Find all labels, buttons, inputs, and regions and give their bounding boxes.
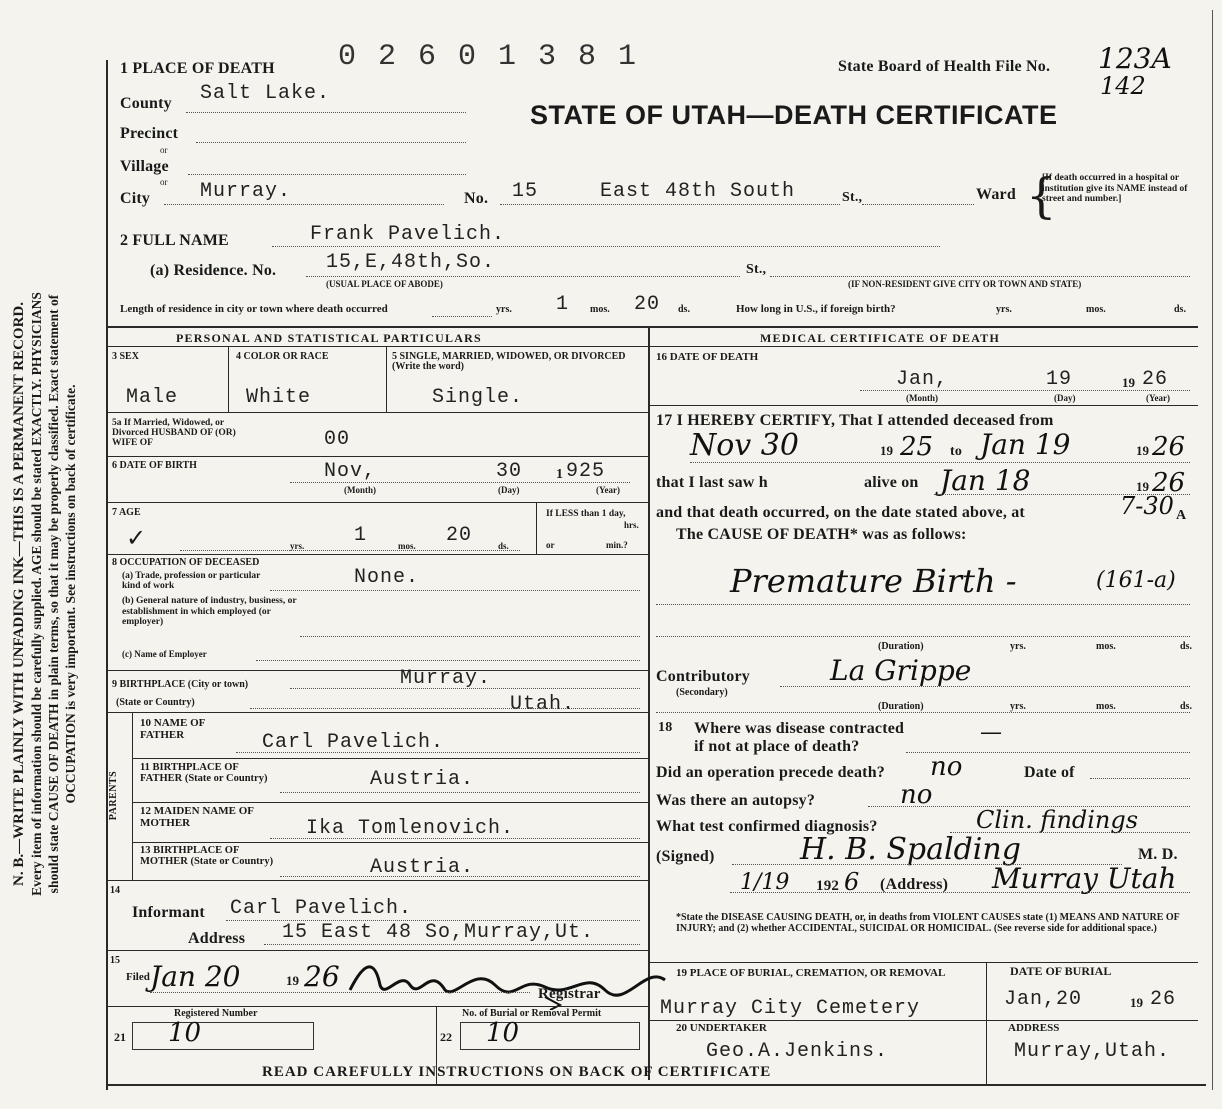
death-occurred-label: and that death occurred, on the date stated above, at (656, 504, 1025, 521)
age-ds-label: ds. (498, 541, 509, 551)
cause-duration-label: (Duration) (878, 641, 924, 652)
birth-year-prefix: 1 (556, 467, 563, 482)
full-name-value: Frank Pavelich. (310, 223, 506, 246)
informant-address: 15 East 48 So,Murray,Ut. (282, 921, 595, 944)
sign-year-prefix: 192 (816, 878, 840, 894)
registered-number-value: 10 (168, 1018, 202, 1048)
filed-label: Filed (126, 971, 150, 983)
occupation-label: 8 OCCUPATION OF DECEASED (112, 557, 260, 568)
death-month: Jan, (896, 368, 949, 391)
bottom-border (106, 1084, 1206, 1086)
filed-year-prefix: 19 (286, 973, 299, 988)
village-label: Village (120, 158, 169, 175)
disease-value: — (980, 720, 1002, 745)
operation-label: Did an operation precede death? (656, 764, 886, 781)
or-label-1: or (160, 145, 168, 155)
medical-header: MEDICAL CERTIFICATE OF DEATH (760, 331, 1000, 345)
birth-year: 925 (566, 460, 606, 483)
cause-code: (161-a) (1096, 568, 1176, 593)
birth-month: Nov, (324, 460, 377, 483)
md-label: M. D. (1138, 846, 1178, 863)
age-or-label: or (546, 540, 555, 550)
length-yrs-label: yrs. (496, 304, 512, 315)
alive-on-label: alive on (864, 474, 919, 491)
cause-mos-label: mos. (1096, 641, 1116, 652)
father-label: 10 NAME OF FATHER (140, 717, 205, 741)
full-name-label: 2 FULL NAME (120, 232, 229, 249)
informant-address-label: Address (188, 930, 246, 947)
age-mos-value: 1 (354, 524, 368, 547)
age-mos-label: mos. (398, 541, 416, 551)
to-label: to (950, 444, 963, 459)
section-divider-top (106, 326, 1198, 328)
birth-day: 30 (496, 460, 523, 483)
undertaker-address: Murray,Utah. (1014, 1040, 1171, 1063)
color-label: 4 COLOR OR RACE (236, 351, 329, 362)
registrar-label: Registrar (538, 986, 601, 1002)
father-birthplace-label: 11 BIRTHPLACE OF FATHER (State or Country) (140, 762, 268, 784)
abode-note: (USUAL PLACE OF ABODE) (326, 279, 443, 289)
undertaker-address-label: ADDRESS (1008, 1022, 1060, 1034)
sign-address: Murray Utah (992, 862, 1177, 895)
registered-number-label: Registered Number (174, 1008, 258, 1019)
contributory-label: Contributory (656, 668, 750, 685)
parents-label: PARENTS (108, 770, 120, 821)
residence-st-label: St., (746, 262, 767, 277)
test-label: What test confirmed diagnosis? (656, 818, 878, 835)
birthplace-label: 9 BIRTHPLACE (City or town) (112, 679, 249, 690)
cause-ds-label: ds. (1180, 641, 1192, 652)
to-year-prefix: 19 (1136, 443, 1149, 458)
mother-birthplace-value: Austria. (370, 856, 475, 879)
street-no-label: No. (464, 190, 489, 207)
father-value: Carl Pavelich. (262, 731, 445, 754)
cause-label: The CAUSE OF DEATH* was as follows: (676, 526, 967, 543)
burial-year-prefix: 19 (1130, 995, 1143, 1010)
marital-label: 5 SINGLE, MARRIED, WIDOWED, OR DIVORCED (Write the word) (392, 351, 626, 372)
city-value: Murray. (200, 180, 292, 203)
operation-date-label: Date of (1024, 764, 1075, 781)
left-border (106, 60, 108, 1090)
marital-value: Single. (432, 386, 524, 409)
length-ds-label: ds. (678, 304, 690, 315)
birth-date-label: 6 DATE OF BIRTH (112, 460, 197, 471)
side-note-line2: Every item of information should be carefully supplied. AGE should be stated EXACTLY. PHYSICIANS (29, 292, 44, 896)
signed-label: (Signed) (656, 848, 715, 865)
mother-birthplace-label: 13 BIRTHPLACE OF MOTHER (State or Country) (140, 845, 274, 867)
right-border (1212, 10, 1213, 1090)
death-day: 19 (1046, 368, 1073, 391)
burial-permit-value: 10 (486, 1018, 520, 1048)
street-no-value: 15 (512, 180, 539, 203)
attended-from: Nov 30 (690, 428, 799, 463)
burial-date: Jan,20 (1004, 988, 1083, 1011)
burial-value: Murray City Cemetery (660, 997, 921, 1020)
burial-label: 19 PLACE OF BURIAL, CREMATION, OR REMOVAL (676, 967, 946, 979)
filed-num: 15 (110, 955, 120, 966)
bottom-note: READ CAREFULLY INSTRUCTIONS ON BACK OF CERTIFICATE (262, 1064, 772, 1080)
sex-value: Male (126, 386, 179, 409)
state-file-number-2: 142 (1100, 72, 1146, 100)
disease-line1: Where was disease contracted (694, 720, 905, 737)
ward-label: Ward (976, 186, 1016, 203)
last-year-prefix: 19 (1136, 479, 1149, 494)
place-of-death-label: 1 PLACE OF DEATH (120, 60, 275, 77)
age-less-label: If LESS than 1 day, (546, 509, 626, 519)
certify-line: 17 I HEREBY CERTIFY, That I attended deceased from (656, 412, 1054, 429)
length-ds-value: 20 (634, 293, 661, 316)
state-file-number: 123A (1098, 42, 1172, 75)
from-year-prefix: 19 (880, 443, 893, 458)
burial-permit-num: 22 (440, 1030, 452, 1044)
burial-year: 26 (1150, 988, 1177, 1011)
informant-num: 14 (110, 885, 120, 896)
attended-to: Jan 19 (980, 428, 1071, 461)
registrar-signature (345, 955, 675, 1010)
cause-value: Premature Birth - (730, 562, 1017, 600)
spouse-value: 00 (324, 428, 351, 451)
or-label-2: or (160, 177, 168, 187)
contrib-yrs-label: yrs. (1010, 701, 1026, 712)
death-year: 26 (1142, 368, 1169, 391)
sex-label: 3 SEX (112, 351, 139, 362)
contributory-value: La Grippe (830, 654, 972, 687)
occupation-a-label: (a) Trade, profession or particular kind of work (122, 571, 261, 591)
death-day-label: (Day) (1054, 393, 1076, 403)
spouse-label: 5a If Married, Widowed, or Divorced HUSBAND OF (OR) WIFE OF (112, 418, 236, 448)
sign-year: 6 (844, 868, 860, 896)
last-year: 26 (1152, 468, 1186, 498)
sign-date: 1/19 (740, 870, 790, 895)
disease-num: 18 (658, 720, 673, 735)
registered-number-num: 21 (114, 1030, 126, 1044)
residence-value: 15,E,48th,So. (326, 251, 496, 274)
autopsy-value: no (900, 780, 933, 810)
age-check: ✓ (126, 526, 147, 552)
burial-permit-label: No. of Burial or Removal Permit (462, 1008, 602, 1019)
age-ds-value: 20 (446, 524, 473, 547)
operation-value: no (930, 752, 963, 782)
autopsy-label: Was there an autopsy? (656, 792, 816, 809)
length-of-residence-label: Length of residence in city or town where death occurred (120, 303, 388, 315)
employer-label: (c) Name of Employer (122, 649, 207, 659)
undertaker-label: 20 UNDERTAKER (676, 1022, 767, 1034)
mother-value: Ika Tomlenovich. (306, 817, 515, 840)
residence-label: (a) Residence. No. (150, 262, 277, 279)
nonresident-note: (IF NON-RESIDENT GIVE CITY OR TOWN AND STATE) (848, 279, 1082, 289)
color-value: White (246, 386, 312, 409)
us-mos-label: mos. (1086, 304, 1106, 315)
certificate-title: STATE OF UTAH—DEATH CERTIFICATE (530, 100, 1058, 130)
from-year: 25 (900, 432, 934, 462)
ward-note: [If death occurred in a hospital or institution give its NAME instead of street and number.] (1042, 173, 1188, 204)
street-value: East 48th South (600, 180, 796, 203)
contrib-duration-label: (Duration) (878, 701, 924, 712)
street-st-label: St., (842, 190, 863, 205)
contrib-mos-label: mos. (1096, 701, 1116, 712)
length-mos-value: 1 (556, 293, 570, 316)
death-time: 7-30 (1120, 492, 1174, 520)
us-yrs-label: yrs. (996, 304, 1012, 315)
registered-number-box (132, 1022, 314, 1050)
to-year: 26 (1152, 432, 1186, 462)
certificate-number: 0 2 6 0 1 3 8 1 (338, 40, 639, 74)
age-label: 7 AGE (112, 507, 141, 518)
birth-month-label: (Month) (344, 485, 376, 495)
undertaker-value: Geo.A.Jenkins. (706, 1040, 889, 1063)
last-saw-date: Jan 18 (940, 464, 1031, 497)
side-note-line1: N. B.—WRITE PLAINLY WITH UNFADING INK—THIS IS A PERMANENT RECORD. (11, 302, 27, 886)
last-saw-label: that I last saw h (656, 474, 768, 491)
mother-label: 12 MAIDEN NAME OF MOTHER (140, 805, 254, 829)
informant-label: Informant (132, 904, 205, 921)
side-note (11, 79, 79, 1109)
informant-value: Carl Pavelich. (230, 897, 413, 920)
how-long-us-label: How long in U.S., if foreign birth? (736, 303, 896, 315)
occupation-b-label: (b) General nature of industry, business, or establishment in which employed (or employer) (122, 596, 297, 627)
father-birthplace-value: Austria. (370, 768, 475, 791)
burial-date-label: DATE OF BURIAL (1010, 964, 1112, 978)
occupation-value: None. (354, 566, 420, 589)
side-note-line4: OCCUPATION is very important. See instructions on back of certificate. (63, 384, 78, 804)
death-time-suffix: A (1176, 508, 1187, 523)
filed-date: Jan 20 (150, 960, 241, 993)
contributory-sub: (Secondary) (676, 687, 728, 698)
city-label: City (120, 190, 151, 207)
age-min-label: min.? (606, 540, 628, 550)
ward-bracket: { (1026, 168, 1057, 224)
cause-yrs-label: yrs. (1010, 641, 1026, 652)
footnote: *State the DISEASE CAUSING DEATH, or, in deaths from VIOLENT CAUSES state (1) MEANS AND NATURE OF INJURY; and (2) whether ACCIDENTAL, SUICIDAL OR HOMICIDAL. (See reverse side for additional space.) (676, 912, 1180, 934)
county-value: Salt Lake. (200, 82, 331, 105)
birthplace-city: Murray. (400, 667, 492, 690)
birthplace-state: Utah. (510, 693, 576, 716)
death-date-label: 16 DATE OF DEATH (656, 351, 759, 363)
signed-value: H. B. Spalding (800, 832, 1021, 867)
personal-header: PERSONAL AND STATISTICAL PARTICULARS (176, 331, 482, 345)
death-year-label: (Year) (1146, 393, 1170, 403)
age-yrs-label: yrs. (290, 541, 305, 551)
age-hrs-label: hrs. (624, 520, 639, 530)
birth-year-label: (Year) (596, 485, 620, 495)
birth-day-label: (Day) (498, 485, 520, 495)
length-mos-label: mos. (590, 304, 610, 315)
death-month-label: (Month) (906, 393, 938, 403)
death-year-prefix: 19 (1122, 375, 1135, 390)
sign-address-label: (Address) (880, 876, 949, 893)
state-file-label: State Board of Health File No. (838, 58, 1051, 75)
side-note-line3: should state CAUSE OF DEATH in plain terms, so that it may be properly classified. Exact statement of (46, 294, 61, 894)
contrib-ds-label: ds. (1180, 701, 1192, 712)
precinct-label: Precinct (120, 125, 179, 142)
disease-line2: if not at place of death? (694, 738, 860, 755)
us-ds-label: ds. (1174, 304, 1186, 315)
county-label: County (120, 95, 172, 112)
filed-year: 26 (304, 960, 340, 993)
birthplace-state-label: (State or Country) (116, 697, 195, 708)
test-value: Clin. findings (976, 806, 1139, 834)
